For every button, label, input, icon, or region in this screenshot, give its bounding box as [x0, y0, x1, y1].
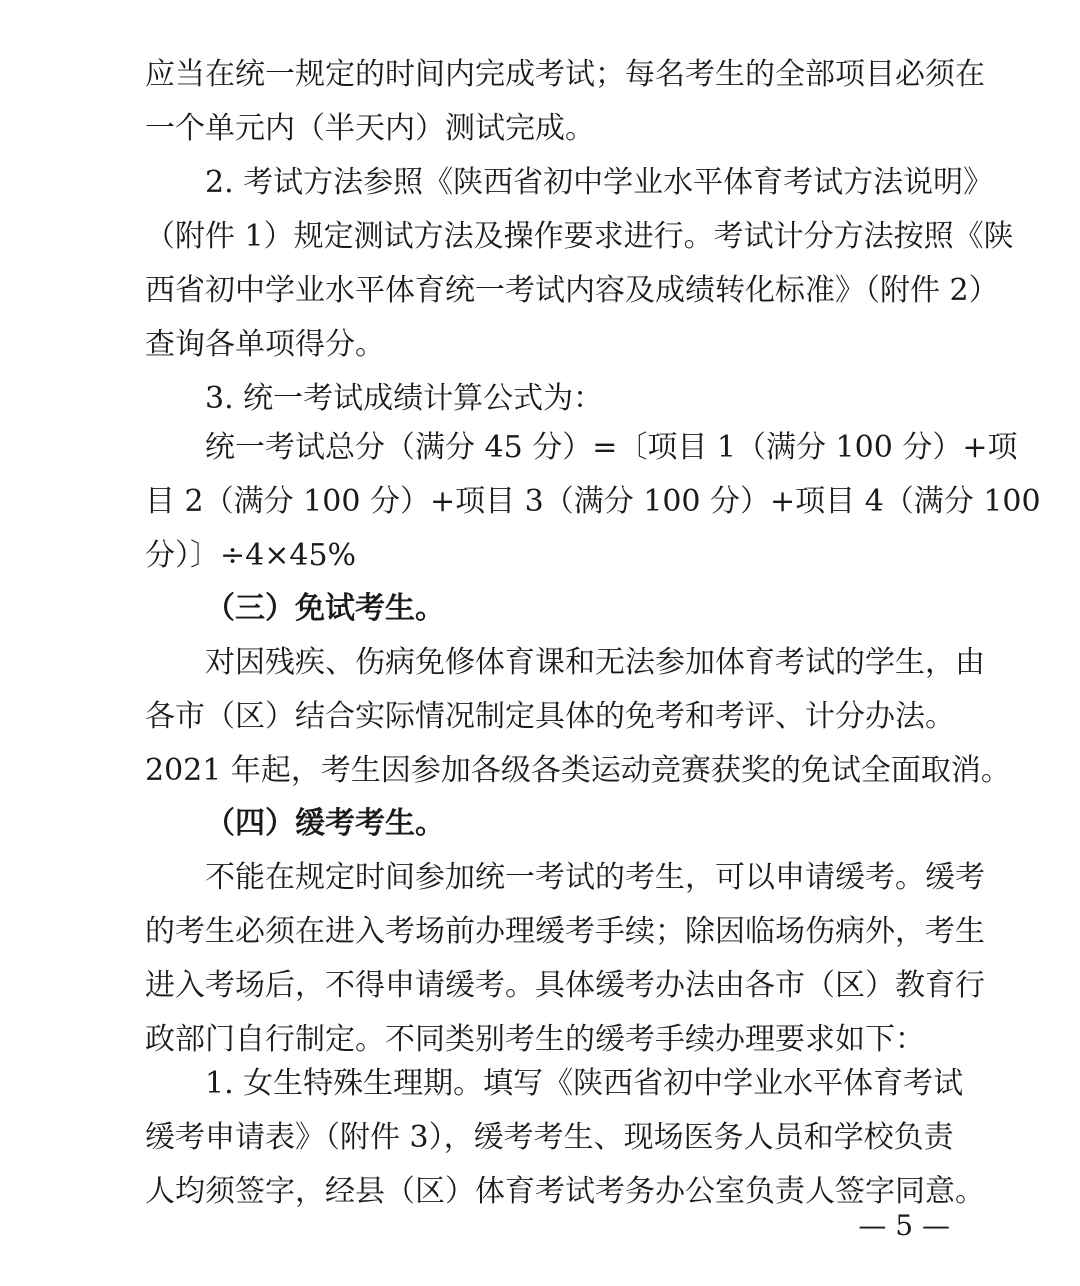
- section-heading-deferral: （四）缓考考生。: [205, 806, 445, 841]
- formula-line-2: 目 2（满分 100 分）+项目 3（满分 100 分）+项目 4（满分 100: [145, 484, 1041, 519]
- deferral-para-line-4: 政部门自行制定。不同类别考生的缓考手续办理要求如下：: [145, 1022, 925, 1057]
- deferral-item-1-line-2: 缓考申请表》（附件 3），缓考考生、现场医务人员和学校负责: [145, 1120, 954, 1155]
- deferral-para-line-3: 进入考场后，不得申请缓考。具体缓考办法由各市（区）教育行: [145, 968, 985, 1003]
- deferral-para-line-1: 不能在规定时间参加统一考试的考生，可以申请缓考。缓考: [205, 860, 985, 895]
- deferral-item-1-line-3: 人均须签字，经县（区）体育考试考务办公室负责人签字同意。: [145, 1174, 985, 1209]
- list-item-2-line-3: 西省初中学业水平体育统一考试内容及成绩转化标准》（附件 2）: [145, 273, 999, 308]
- exemption-para-line-2: 各市（区）结合实际情况制定具体的免考和考评、计分办法。: [145, 699, 955, 734]
- text-line-2: 一个单元内（半天内）测试完成。: [145, 111, 595, 146]
- list-item-3-line-1: 3. 统一考试成绩计算公式为：: [205, 381, 604, 416]
- deferral-item-1-line-1: 1. 女生特殊生理期。填写《陕西省初中学业水平体育考试: [205, 1066, 964, 1101]
- list-item-2-line-2: （附件 1）规定测试方法及操作要求进行。考试计分方法按照《陕: [145, 219, 1014, 254]
- list-item-2-line-1: 2. 考试方法参照《陕西省初中学业水平体育考试方法说明》: [205, 165, 994, 200]
- page-number: — 5 —: [858, 1209, 950, 1242]
- section-heading-exemption: （三）免试考生。: [205, 591, 445, 626]
- text-line-1: 应当在统一规定的时间内完成考试；每名考生的全部项目必须在: [145, 57, 985, 92]
- deferral-para-line-2: 的考生必须在进入考场前办理缓考手续；除因临场伤病外，考生: [145, 914, 985, 949]
- exemption-para-line-3: 2021 年起，考生因参加各级各类运动竞赛获奖的免试全面取消。: [145, 753, 1011, 788]
- formula-line-3: 分）〕÷4×45%: [145, 538, 357, 573]
- list-item-2-line-4: 查询各单项得分。: [145, 327, 385, 362]
- exemption-para-line-1: 对因残疾、伤病免修体育课和无法参加体育考试的学生，由: [205, 645, 985, 680]
- formula-line-1: 统一考试总分（满分 45 分）=〔项目 1（满分 100 分）+项: [205, 430, 1018, 465]
